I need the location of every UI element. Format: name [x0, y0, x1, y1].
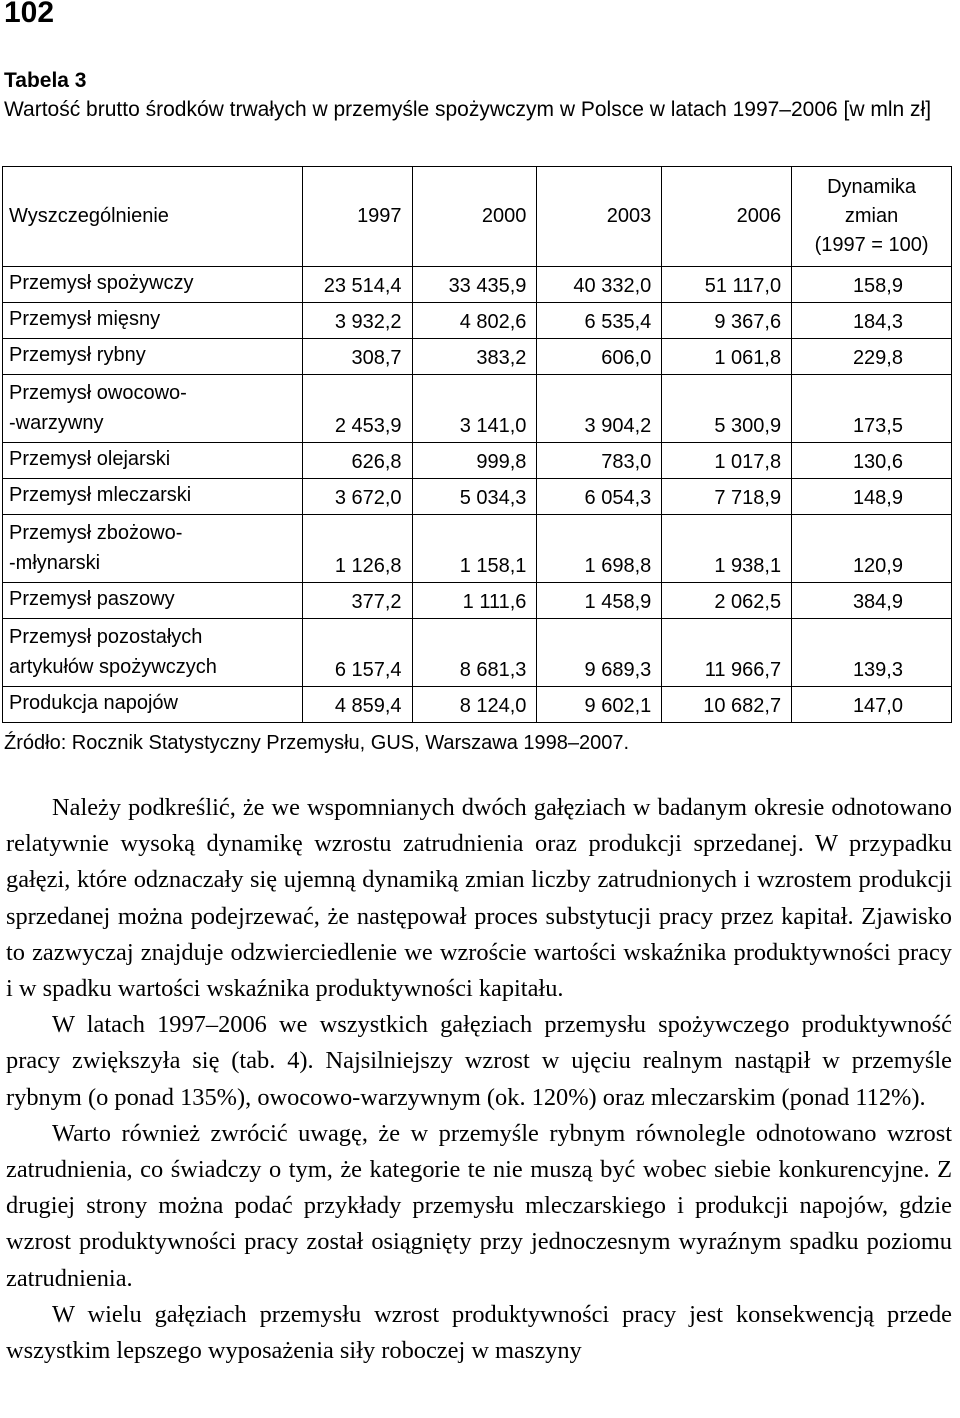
row-dynamics: 120,9	[792, 515, 952, 583]
row-dynamics: 158,9	[792, 267, 952, 303]
row-value: 2 062,5	[662, 583, 792, 619]
header-year: 2003	[537, 167, 662, 267]
row-value: 308,7	[302, 339, 412, 375]
row-name-line: Przemysł owocowo-	[9, 382, 187, 404]
table-row	[3, 443, 952, 479]
row-name-lines	[9, 584, 296, 614]
row-name	[3, 339, 303, 375]
row-value: 5 034,3	[412, 479, 537, 515]
table-row	[3, 339, 952, 375]
row-value: 5 300,9	[662, 375, 792, 443]
paragraph: Należy podkreślić, że we wspomnianych dwóch gałęziach w badanym okresie odnotowano relatywnie wysoką dynamikę wzrostu zatrudnienia oraz produkcji sprzedanej. W przypadku gałęzi, które odznaczały się ujemną dynamiką zmian liczby zatrudnionych i wzrostem produkcji sprzedanej można podejrzewać, że następował proces substytucji pracy przez kapitał. Zjawisko to zazwyczaj znajduje odzwierciedlenie we wzroście wartości wskaźnika produktywności pracy i w spadku wartości wskaźnika produktywności kapitału.	[6, 794, 952, 1003]
paragraph: W latach 1997–2006 we wszystkich gałęziach przemysłu spożywczego produktywność pracy zwiększyła się (tab. 4). Najsilniejszy wzrost w ujęciu realnym nastąpił w przemyśle rybnym (o ponad 135%), owocowo-warzywnym (ok. 120%) oraz mleczarskim (ponad 112%).	[6, 1011, 952, 1111]
row-value: 1 111,6	[412, 583, 537, 619]
row-dynamics: 148,9	[792, 479, 952, 515]
row-dynamics: 173,5	[792, 375, 952, 443]
row-value: 3 141,0	[412, 375, 537, 443]
row-name	[3, 619, 303, 687]
row-dynamics: 184,3	[792, 303, 952, 339]
table-caption	[4, 66, 954, 124]
row-name-lines	[9, 518, 296, 578]
row-value: 6 157,4	[302, 619, 412, 687]
row-value: 1 126,8	[302, 515, 412, 583]
paragraph: W wielu gałęziach przemysłu wzrost produktywności pracy jest konsekwencją przede wszystkim lepszego wyposażenia siły roboczej w maszyny	[6, 1300, 952, 1365]
table-body	[3, 267, 952, 723]
table-row	[3, 375, 952, 443]
row-name-lines	[9, 268, 296, 298]
row-name-lines	[9, 688, 296, 718]
row-dynamics: 147,0	[792, 687, 952, 723]
row-value: 3 672,0	[302, 479, 412, 515]
row-name	[3, 687, 303, 723]
table-row	[3, 479, 952, 515]
table-row	[3, 515, 952, 583]
header-year: 2006	[662, 167, 792, 267]
header-name: Wyszczególnienie	[3, 167, 303, 267]
row-value: 40 332,0	[537, 267, 662, 303]
row-value: 1 017,8	[662, 443, 792, 479]
paragraph: Warto również zwrócić uwagę, że w przemyśle rybnym równolegle odnotowano wzrost zatrudnienia, co świadczy o tym, że kategorie te nie muszą być wobec siebie konkurencyjne. Z drugiej strony można podać przykłady przemysłu mleczarskiego i produkcji napojów, gdzie wzrost produktywności pracy został osiągnięty przy jednoczesnym wyraźnym spadku poziomu zatrudnienia.	[6, 1119, 952, 1292]
row-value: 1 938,1	[662, 515, 792, 583]
table-row	[3, 267, 952, 303]
row-value: 783,0	[537, 443, 662, 479]
row-dynamics: 384,9	[792, 583, 952, 619]
row-name	[3, 479, 303, 515]
row-name-line: -młynarski	[9, 552, 101, 574]
table-title: Wartość brutto środków trwałych w przemyśle spożywczym w Polsce w latach 1997–2006 [w mln zł]	[4, 98, 932, 121]
row-value: 999,8	[412, 443, 537, 479]
row-name	[3, 267, 303, 303]
body-text	[6, 790, 952, 1369]
row-name-lines	[9, 444, 296, 474]
table-row	[3, 583, 952, 619]
row-value: 1 458,9	[537, 583, 662, 619]
row-name-line: Przemysł spożywczy	[9, 272, 194, 294]
row-value: 383,2	[412, 339, 537, 375]
header-dynamics	[792, 167, 952, 267]
row-value: 4 859,4	[302, 687, 412, 723]
fixed-assets-table	[2, 166, 952, 723]
row-name-lines	[9, 304, 296, 334]
row-name	[3, 515, 303, 583]
row-value: 6 054,3	[537, 479, 662, 515]
table-row	[3, 619, 952, 687]
row-name-lines	[9, 340, 296, 370]
table-source: Źródło: Rocznik Statystyczny Przemysłu, GUS, Warszawa 1998–2007.	[4, 732, 630, 754]
row-name-line: Produkcja napojów	[9, 692, 178, 714]
row-value: 1 061,8	[662, 339, 792, 375]
row-name-lines	[9, 378, 296, 438]
header-dynamics-line: zmian	[844, 205, 899, 227]
row-value: 1 158,1	[412, 515, 537, 583]
row-name-line: artykułów spożywczych	[9, 656, 217, 678]
header-year: 1997	[302, 167, 412, 267]
row-name-line: Przemysł pozostałych	[9, 626, 203, 648]
row-value: 9 689,3	[537, 619, 662, 687]
row-name-line: Przemysł rybny	[9, 344, 146, 366]
row-value: 1 698,8	[537, 515, 662, 583]
row-value: 7 718,9	[662, 479, 792, 515]
row-dynamics: 229,8	[792, 339, 952, 375]
table-label: Tabela 3	[4, 69, 87, 92]
row-value: 11 966,7	[662, 619, 792, 687]
row-value: 9 602,1	[537, 687, 662, 723]
row-name	[3, 443, 303, 479]
row-name-line: Przemysł mięsny	[9, 308, 161, 330]
row-name-line: -warzywny	[9, 412, 104, 434]
header-dynamics-line: (1997 = 100)	[814, 234, 929, 256]
row-value: 51 117,0	[662, 267, 792, 303]
row-value: 377,2	[302, 583, 412, 619]
row-name-line: Przemysł mleczarski	[9, 484, 192, 506]
row-name-lines	[9, 480, 296, 510]
row-value: 3 904,2	[537, 375, 662, 443]
row-value: 606,0	[537, 339, 662, 375]
row-dynamics: 139,3	[792, 619, 952, 687]
row-name-lines	[9, 622, 296, 682]
row-value: 6 535,4	[537, 303, 662, 339]
row-name	[3, 375, 303, 443]
row-value: 626,8	[302, 443, 412, 479]
row-name-line: Przemysł paszowy	[9, 588, 175, 610]
row-value: 8 681,3	[412, 619, 537, 687]
row-name	[3, 303, 303, 339]
row-value: 33 435,9	[412, 267, 537, 303]
row-value: 3 932,2	[302, 303, 412, 339]
row-value: 2 453,9	[302, 375, 412, 443]
header-dynamics-line: Dynamika	[827, 176, 917, 198]
table-row	[3, 687, 952, 723]
row-name-line: Przemysł olejarski	[9, 448, 171, 470]
row-value: 23 514,4	[302, 267, 412, 303]
row-name	[3, 583, 303, 619]
page-number: 102	[4, 0, 55, 29]
row-name-line: Przemysł zbożowo-	[9, 522, 183, 544]
header-year: 2000	[412, 167, 537, 267]
row-value: 8 124,0	[412, 687, 537, 723]
row-value: 10 682,7	[662, 687, 792, 723]
table-header-row	[3, 167, 952, 267]
table-row	[3, 303, 952, 339]
row-dynamics: 130,6	[792, 443, 952, 479]
row-value: 4 802,6	[412, 303, 537, 339]
row-value: 9 367,6	[662, 303, 792, 339]
